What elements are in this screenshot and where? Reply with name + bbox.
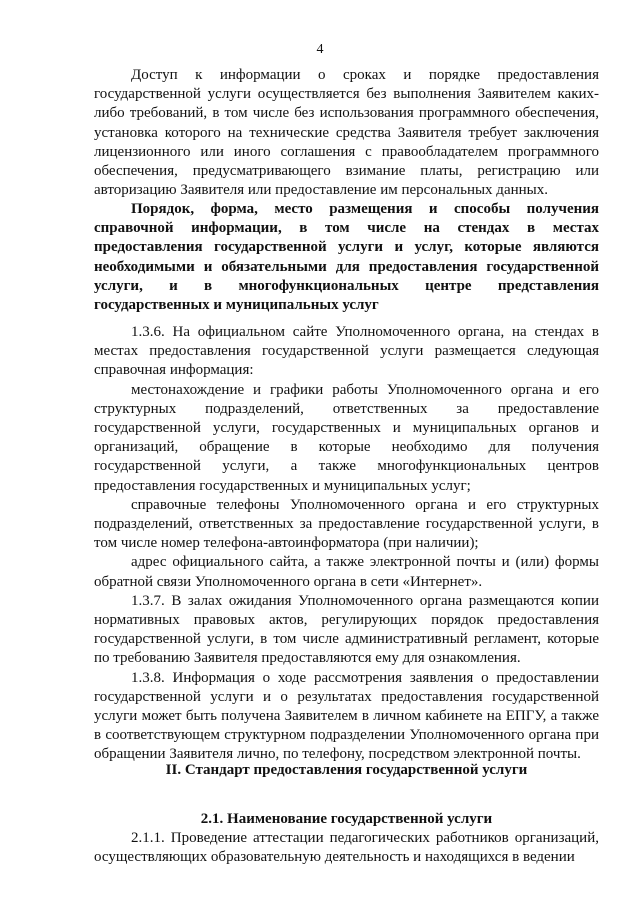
paragraph-website: адрес официального сайта, а также электронной почты и (или) формы обратной связи Уполномоченного органа в сети «Интернет». [94, 554, 599, 590]
paragraph-1-3-7: 1.3.7. В залах ожидания Уполномоченного органа размещаются копии нормативных правовых актов, регулирующих порядок предоставления государственной услуги, в том числе административный регламент, которые по требованию Заявителя предоставляются ему для ознакомления. [94, 592, 599, 667]
paragraph-1-3-8: 1.3.8. Информация о ходе рассмотрения заявления о предоставлении государственной услуги и о результатах предоставления государственной услуги может быть получена Заявителем в личном кабинете на ЕПГУ, а также в соответствующем структурном подразделении Уполномоченного органа при обращении Заявителя лично, по телефону, посредством электронной почты. [94, 669, 599, 763]
subsection-2-1-title: 2.1. Наименование государственной услуги [200, 811, 493, 827]
page-number: 4 [316, 42, 324, 57]
paragraph-phones: справочные телефоны Уполномоченного органа и его структурных подразделений, ответственных за предоставление государственной услуги, в том числе номер телефона-автоинформатора (при наличии); [94, 496, 599, 552]
section-2-title: II. Стандарт предоставления государственной услуги [165, 762, 528, 778]
paragraph-1-3-6: 1.3.6. На официальном сайте Уполномоченного органа, на стендах в местах предоставления государственной услуги размещается следующая справочная информация: [94, 324, 599, 379]
section-heading-order: Порядок, форма, место размещения и способы получения справочной информации, в том числе на стендах в местах предоставления государственной услуги и услуг, которые являются необходимыми и обязательными для предоставления государственной услуги, и в многофункциональных центре представления государственных и муниципальных услуг [94, 201, 599, 314]
paragraph-2-1-1: 2.1.1. Проведение аттестации педагогических работников организаций, осуществляющих образовательную деятельность и находящихся в ведении [94, 830, 599, 866]
access-paragraph: Доступ к информации о сроках и порядке предоставления государственной услуги осуществляется без выполнения Заявителем каких-либо требований, в том числе без использования программного обеспечения, установка которого на технические средства Заявителя требует заключения лицензионного или иного соглашения с правообладателем программного обеспечения, предусматривающего взимание платы, регистрацию или авторизацию Заявителя или предоставление им персональных данных. [94, 67, 599, 199]
paragraph-location: местонахождение и графики работы Уполномоченного органа и его структурных подразделений, ответственных за предоставление государственной услуги, государственных и муниципальных органов и организаций, обращение в которые необходимо для получения государственной услуги, а также многофункциональных центров предоставления государственных и муниципальных услуг; [94, 381, 599, 494]
